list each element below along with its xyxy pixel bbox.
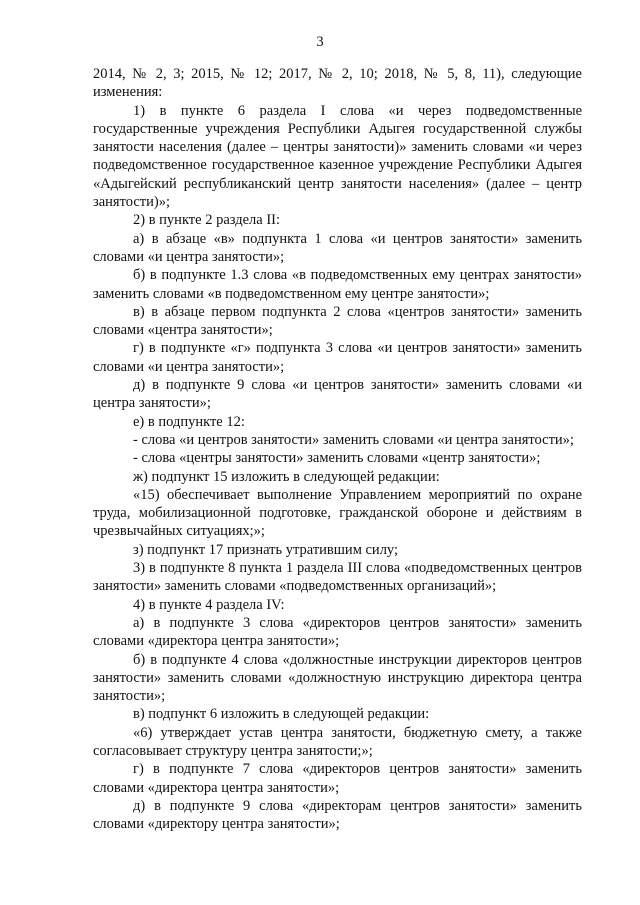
paragraph: 3) в подпункте 8 пункта 1 раздела III слова «подведомственных центров занятости» заменить словами «подведомственных организаций»; — [93, 560, 582, 595]
paragraph: д) в подпункте 9 слова «директорам центров занятости» заменить словами «директору центра занятости»; — [93, 797, 582, 833]
paragraph: а) в подпункте 3 слова «директоров центров занятости» заменить словами «директора центра занятости»; — [93, 614, 582, 650]
paragraph: 1) в пункте 6 раздела I слова «и через подведомственные государственные учреждения Республики Адыгея государственной службы занятости населения (далее – центры занятости)» заменить словами «и через подведомственное государственное казенное учреждение Республики Адыгея «Адыгейский республиканский центр занятости населения» (далее – центр занятости)»; — [93, 102, 582, 211]
page-number: 3 — [316, 34, 324, 50]
paragraph: ж) подпункт 15 изложить в следующей редакции: — [133, 468, 440, 485]
paragraph: д) в подпункте 9 слова «и центров занятости» заменить словами «и центра занятости»; — [93, 377, 582, 412]
paragraph: - слова «центры занятости» заменить словами «центр занятости»; — [133, 450, 541, 467]
paragraph: г) в подпункте «г» подпункта 3 слова «и центров занятости» заменить словами «и центра занятости»; — [93, 340, 582, 375]
paragraph: а) в абзаце «в» подпункта 1 слова «и центров занятости» заменить словами «и центра занятости»; — [93, 230, 582, 265]
paragraph: з) подпункт 17 признать утратившим силу; — [133, 541, 399, 558]
paragraph: е) в подпункте 12: — [133, 413, 245, 430]
paragraph: г) в подпункте 7 слова «директоров центров занятости» заменить словами «директора центра занятости»; — [93, 761, 582, 796]
paragraph: - слова «и центров занятости» заменить словами «и центра занятости»; — [133, 431, 574, 448]
paragraph: 2) в пункте 2 раздела II: — [133, 212, 281, 229]
paragraph: в) в абзаце первом подпункта 2 слова «центров занятости» заменить словами «центра занятости»; — [93, 303, 582, 339]
paragraph: «15) обеспечивает выполнение Управлением мероприятий по охране труда, мобилизационной подготовке, гражданской обороне и действиям в чрезвычайных ситуациях;»; — [93, 486, 582, 540]
paragraph: в) подпункт 6 изложить в следующей редакции: — [133, 706, 430, 723]
document-body — [93, 65, 582, 833]
paragraph: б) в подпункте 1.3 слова «в подведомственных ему центрах занятости» заменить словами «в подведомственном ему центре занятости»; — [93, 267, 582, 302]
paragraph: 4) в пункте 4 раздела IV: — [133, 596, 285, 613]
paragraph: б) в подпункте 4 слова «должностные инструкции директоров центров занятости» заменить словами «должностную инструкцию директора центра занятости»; — [93, 651, 582, 705]
paragraph: 2014, № 2, 3; 2015, № 12; 2017, № 2, 10; 2018, № 5, 8, 11), следующие изменения: — [93, 66, 582, 101]
paragraph: «6) утверждает устав центра занятости, бюджетную смету, а также согласовывает структуру центра занятости;»; — [93, 724, 582, 759]
